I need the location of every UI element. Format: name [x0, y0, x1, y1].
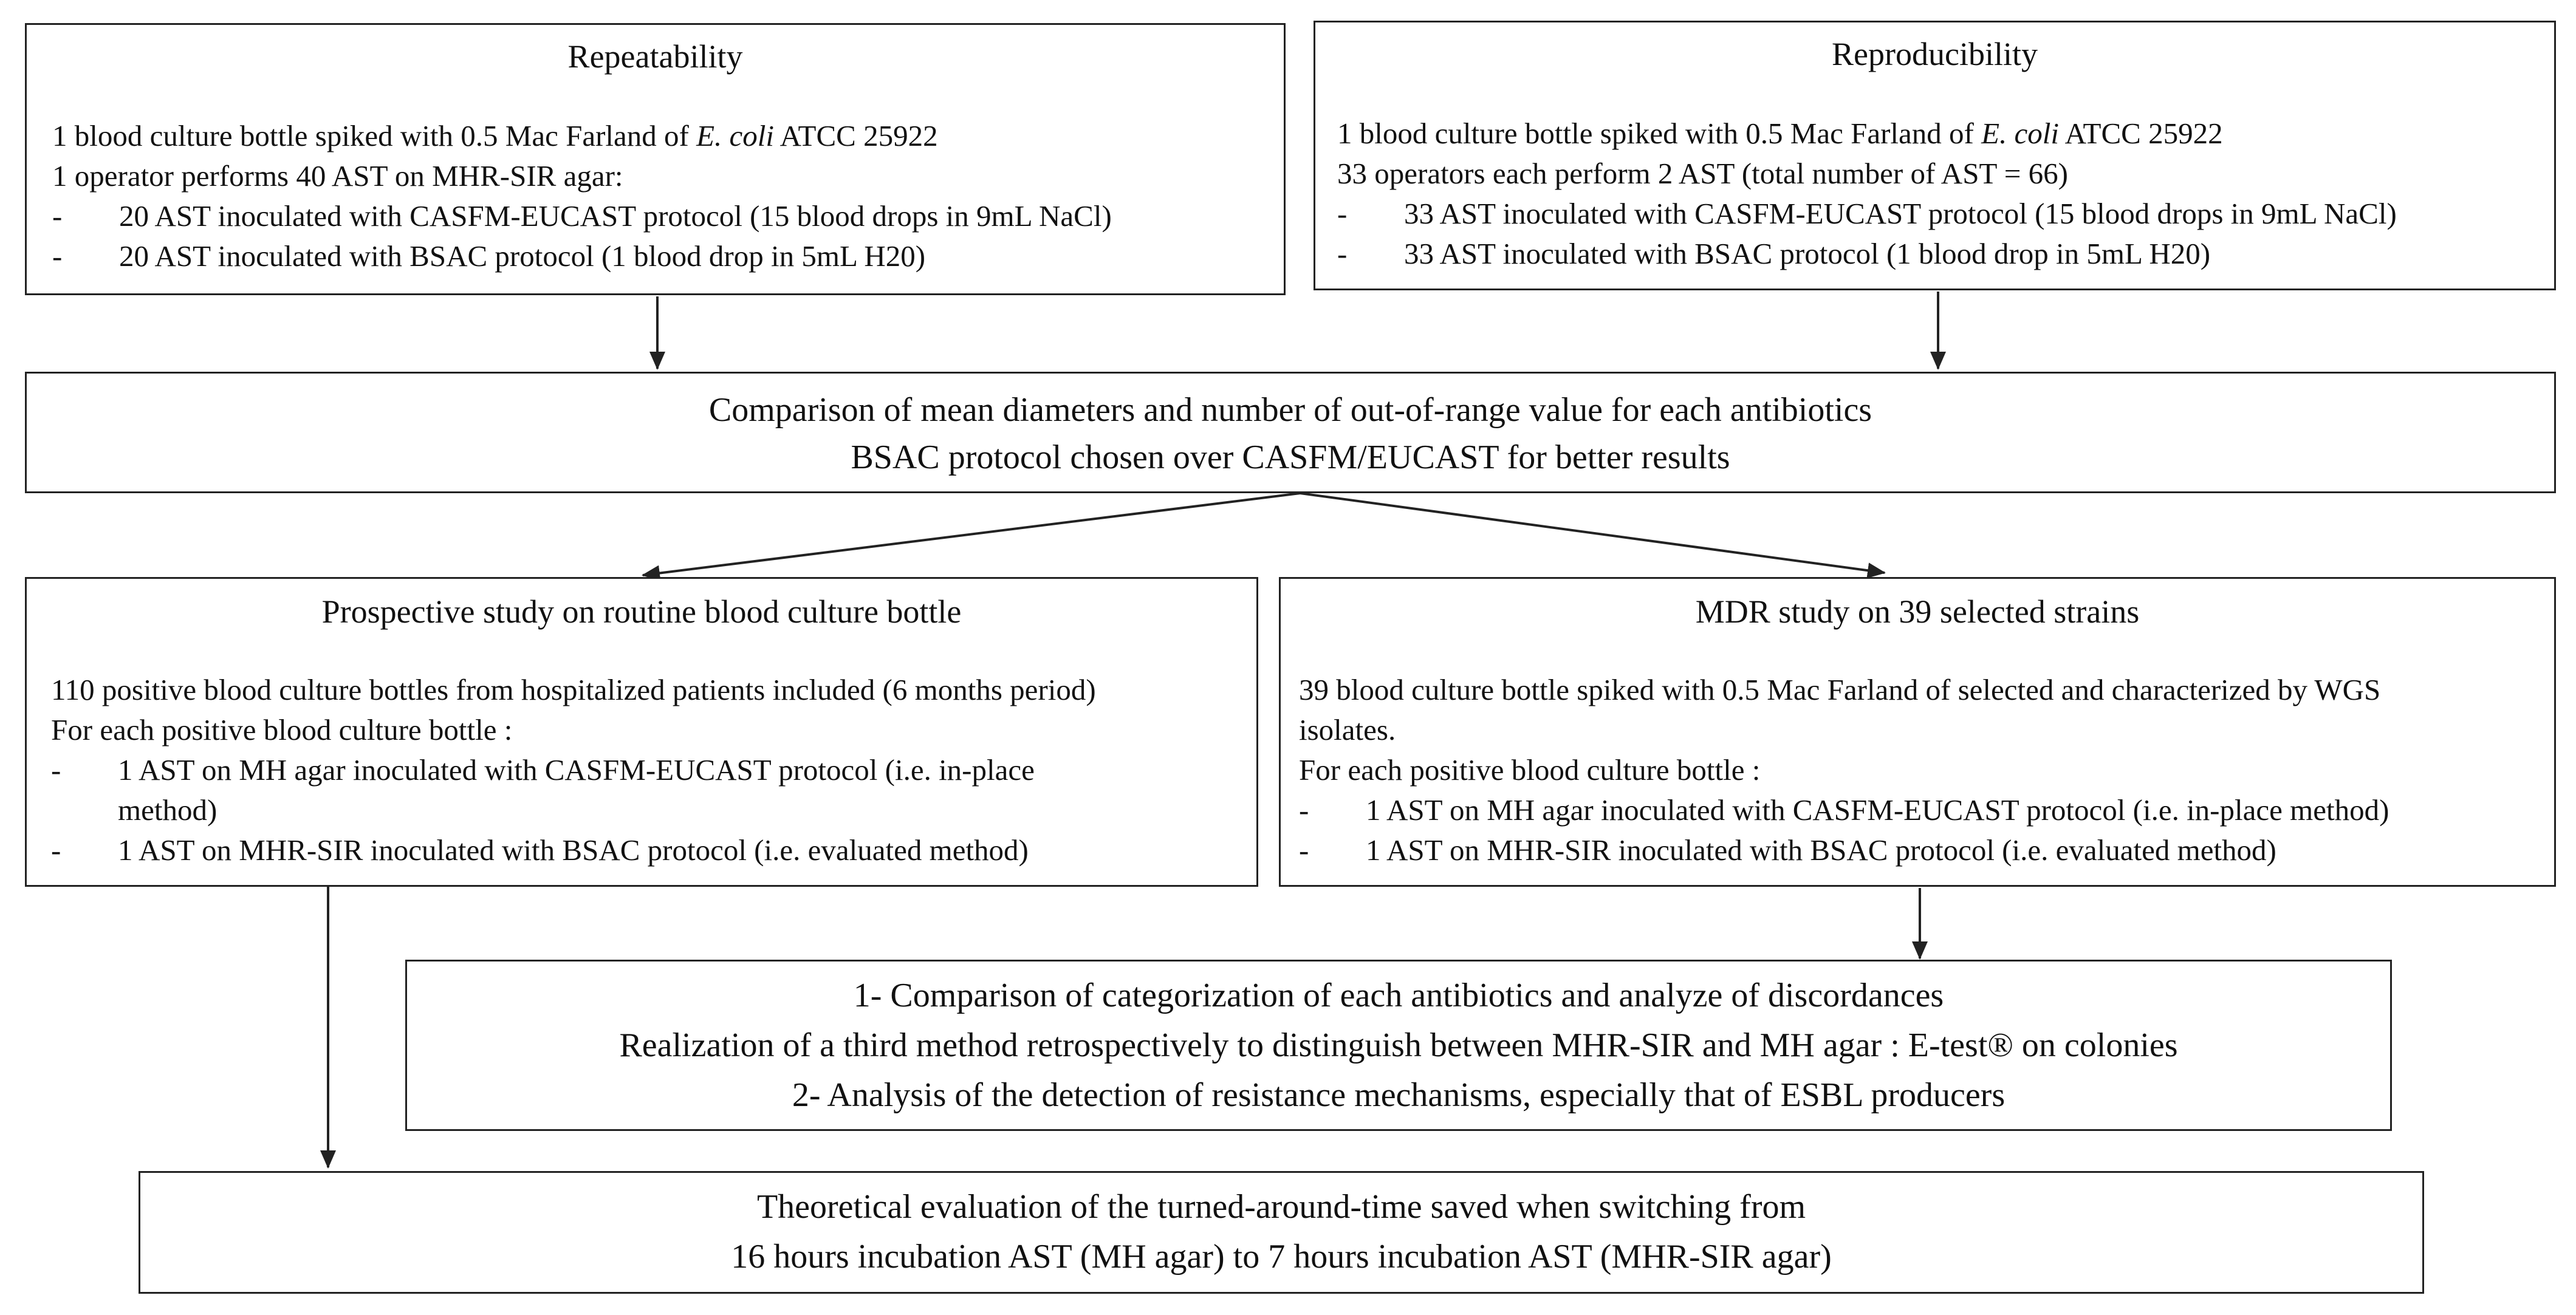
mdr-bullet: - 1 AST on MH agar inoculated with CASFM-EUCAST protocol (i.e. in-place method) [1299, 793, 2389, 827]
repeatability-title: Repeatability [567, 38, 743, 75]
repeatability-line-2: 1 operator performs 40 AST on MHR-SIR agar: [52, 159, 623, 193]
mdr-line-1: 39 blood culture bottle spiked with 0.5 Mac Farland of selected and characterized by WGS [1299, 673, 2381, 706]
analysis-line-1: 1- Comparison of categorization of each antibiotics and analyze of discordances [853, 977, 1944, 1014]
prospective-bullet: - 1 AST on MH agar inoculated with CASFM-EUCAST protocol (i.e. in-place [51, 753, 1035, 787]
repeatability-bullet: - 20 AST inoculated with CASFM-EUCAST protocol (15 blood drops in 9mL NaCl) [52, 199, 1112, 233]
prospective-line-1: 110 positive blood culture bottles from hospitalized patients included (6 months period) [51, 673, 1096, 706]
prospective-box [25, 577, 1258, 887]
reproducibility-box [1314, 21, 2556, 290]
repeatability-bullet: - 20 AST inoculated with BSAC protocol (1 blood drop in 5mL H20) [52, 239, 926, 273]
mdr-bullet: - 1 AST on MHR-SIR inoculated with BSAC protocol (i.e. evaluated method) [1299, 833, 2276, 867]
arrow-comparison-to-mdr [1300, 493, 1885, 573]
reproducibility-body [1337, 114, 2397, 274]
reproducibility-line-1: 1 blood culture bottle spiked with 0.5 Mac Farland of E. coli ATCC 25922 [1337, 117, 2223, 150]
arrow-comparison-to-prospective [643, 493, 1300, 575]
repeatability-line-1: 1 blood culture bottle spiked with 0.5 Mac Farland of E. coli ATCC 25922 [52, 119, 938, 152]
comparison-box [25, 372, 2556, 493]
comparison-line-1: Comparison of mean diameters and number of out-of-range value for each antibiotics [708, 391, 1872, 429]
mdr-body [1299, 670, 2389, 870]
analysis-line-2: Realization of a third method retrospectively to distinguish between MHR-SIR and MH agar : E-test® on colonies [619, 1026, 2178, 1064]
reproducibility-bullet: - 33 AST inoculated with CASFM-EUCAST protocol (15 blood drops in 9mL NaCl) [1337, 197, 2397, 230]
mdr-box [1279, 577, 2556, 887]
prospective-bullet-continuation: method) [118, 793, 218, 827]
reproducibility-line-2: 33 operators each perform 2 AST (total number of AST = 66) [1337, 157, 2068, 190]
theoretical-line-1: Theoretical evaluation of the turned-around-time saved when switching from [756, 1188, 1806, 1226]
analysis-line-3: 2- Analysis of the detection of resistance mechanisms, especially that of ESBL producers [792, 1076, 2006, 1114]
comparison-line-2: BSAC protocol chosen over CASFM/EUCAST for better results [851, 439, 1730, 476]
reproducibility-title: Reproducibility [1832, 36, 2038, 72]
prospective-bullet: - 1 AST on MHR-SIR inoculated with BSAC protocol (i.e. evaluated method) [51, 833, 1029, 867]
reproducibility-bullet: - 33 AST inoculated with BSAC protocol (1 blood drop in 5mL H20) [1337, 237, 2211, 270]
analysis-box [405, 960, 2392, 1131]
mdr-line-2: For each positive blood culture bottle : [1299, 753, 1761, 787]
prospective-body [51, 670, 1096, 870]
repeatability-body [52, 116, 1112, 276]
theoretical-box [139, 1171, 2424, 1294]
mdr-title: MDR study on 39 selected strains [1695, 593, 2140, 630]
prospective-line-2: For each positive blood culture bottle : [51, 713, 513, 746]
prospective-title: Prospective study on routine blood culture bottle [321, 593, 962, 630]
repeatability-box [25, 23, 1286, 295]
theoretical-line-2: 16 hours incubation AST (MH agar) to 7 hours incubation AST (MHR-SIR agar) [731, 1238, 1832, 1276]
mdr-line-1b: isolates. [1299, 713, 1396, 746]
